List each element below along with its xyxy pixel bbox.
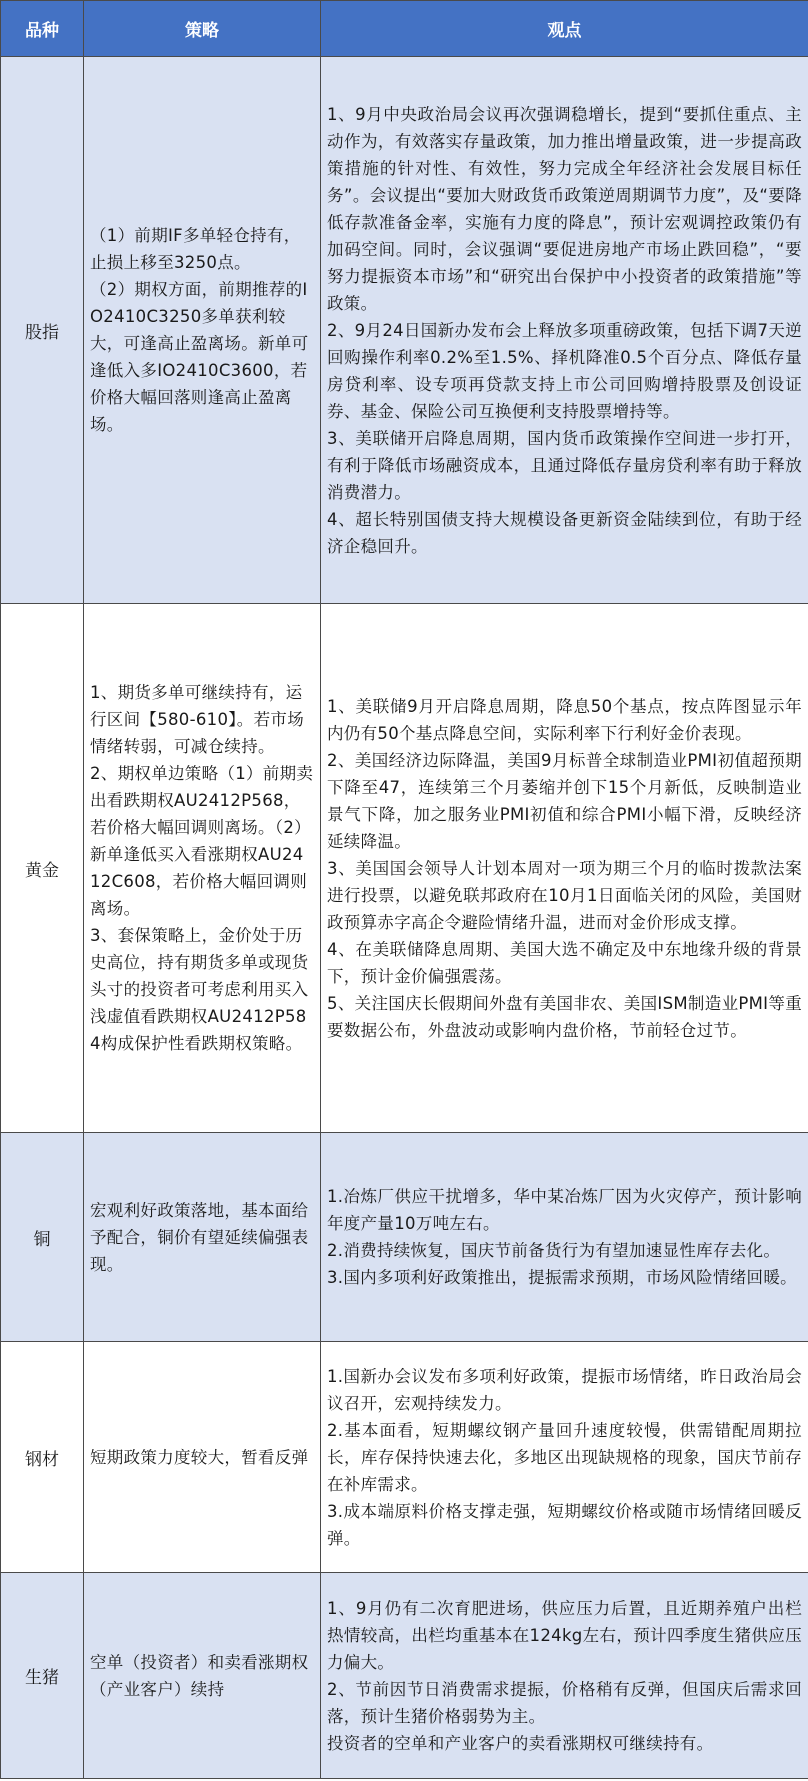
row-stock-index	[1, 57, 808, 604]
category-cell: 生猪	[1, 1573, 84, 1779]
view-line: 1、9月仍有二次育肥进场，供应压力后置，且近期养殖户出栏热情较高，出栏均重基本在124kg左右，预计四季度生猪供应压力偏大。	[327, 1598, 802, 1672]
strategy-line: 短期政策力度较大，暂看反弹	[90, 1447, 309, 1467]
strategy-cell	[84, 1342, 321, 1573]
row-copper	[1, 1133, 808, 1342]
view-line: 3.成本端原料价格支撑走强，短期螺纹价格或随市场情绪回暖反弹。	[327, 1501, 802, 1548]
row-steel	[1, 1342, 808, 1573]
strategy-line: 空单（投资者）和卖看涨期权（产业客户）续持	[90, 1652, 309, 1699]
view-cell	[321, 604, 808, 1133]
strategy-line: 宏观利好政策落地，基本面给予配合，铜价有望延续偏强表现。	[90, 1200, 309, 1274]
strategy-line: （1）前期IF多单轻仓持有，止损上移至3250点。	[90, 226, 301, 272]
strategy-line: 2、期权单边策略（1）前期卖出看跌期权AU2412P568，若价格大幅回调则离场。（2）新单逢低买入看涨期权AU2412C608，若价格大幅回调则离场。	[90, 764, 314, 918]
strategy-line: 3、套保策略上，金价处于历史高位，持有期货多单或现货头寸的投资者可考虑利用买入浅虚值看跌期权AU2412P584构成保护性看跌期权策略。	[90, 926, 309, 1053]
row-hog	[1, 1573, 808, 1779]
view-line: 投资者的空单和产业客户的卖看涨期权可继续持有。	[327, 1733, 714, 1753]
row-gold	[1, 604, 808, 1133]
category-cell: 黄金	[1, 604, 84, 1133]
view-line: 3、美国国会领导人计划本周对一项为期三个月的临时拨款法案进行投票，以避免联邦政府在10月1日面临关闭的风险，美国财政预算赤字高企令避险情绪升温，进而对金价形成支撑。	[327, 858, 802, 932]
category-cell: 铜	[1, 1133, 84, 1342]
view-line: 1、美联储9月开启降息周期，降息50个基点，按点阵图显示年内仍有50个基点降息空间，实际利率下行利好金价表现。	[327, 696, 802, 743]
view-line: 4、超长特别国债支持大规模设备更新资金陆续到位，有助于经济企稳回升。	[327, 509, 802, 556]
header-row	[1, 1, 808, 57]
strategy-cell	[84, 604, 321, 1133]
header-view: 观点	[321, 1, 808, 57]
strategy-cell	[84, 1573, 321, 1779]
strategy-line: 1、期货多单可继续持有，运行区间【580-610】。若市场情绪转弱，可减仓续持。	[90, 683, 304, 756]
header-strategy: 策略	[84, 1, 321, 57]
strategy-cell	[84, 1133, 321, 1342]
view-line: 2、节前因节日消费需求提振，价格稍有反弹，但国庆后需求回落，预计生猪价格弱势为主。	[327, 1679, 802, 1726]
view-line: 1.冶炼厂供应干扰增多，华中某冶炼厂因为火灾停产，预计影响年度产量10万吨左右。	[327, 1187, 802, 1233]
view-line: 2.基本面看，短期螺纹钢产量回升速度较慢，供需错配周期拉长，库存保持快速去化，多地区出现缺规格的现象，国庆节前存在补库需求。	[327, 1420, 802, 1494]
view-line: 3、美联储开启降息周期，国内货币政策操作空间进一步打开，有利于降低市场融资成本，且通过降低存量房贷利率有助于释放消费潜力。	[327, 428, 802, 502]
header-category: 品种	[1, 1, 84, 57]
category-cell: 钢材	[1, 1342, 84, 1573]
view-cell	[321, 1342, 808, 1573]
strategy-line: （2）期权方面，前期推荐的IO2410C3250多单获利较大，可逢高止盈离场。新单可逢低入多IO2410C3600，若价格大幅回落则逢高止盈离场。	[90, 280, 309, 434]
view-line: 2、美国经济边际降温，美国9月标普全球制造业PMI初值超预期下降至47，连续第三个月萎缩并创下15个月新低，反映制造业景气下降，加之服务业PMI初值和综合PMI小幅下滑，反映经济延续降温。	[327, 750, 802, 851]
view-line: 2、9月24日国新办发布会上释放多项重磅政策，包括下调7天逆回购操作利率0.2%至1.5%、择机降准0.5个百分点、降低存量房贷利率、设专项再贷款支持上市公司回购增持股票及创设证券、基金、保险公司互换便利支持股票增持等。	[327, 320, 802, 421]
view-line: 4、在美联储降息周期、美国大选不确定及中东地缘升级的背景下，预计金价偏强震荡。	[327, 939, 802, 986]
view-line: 1、9月中央政治局会议再次强调稳增长，提到“要抓住重点、主动作为，有效落实存量政策，加力推出增量政策，进一步提高政策措施的针对性、有效性，努力完成全年经济社会发展目标任务”。会议提出“要加大财政货币政策逆周期调节力度”，及“要降低存款准备金率，实施有力度的降息”，预计宏观调控政策仍有加码空间。同时，会议强调“要促进房地产市场止跌回稳”，“要努力提振资本市场”和“研究出台保护中小投资者的政策措施”等政策。	[327, 104, 802, 313]
view-line: 1.国新办会议发布多项利好政策，提振市场情绪，昨日政治局会议召开，宏观持续发力。	[327, 1366, 802, 1413]
strategy-cell	[84, 57, 321, 604]
view-cell	[321, 1573, 808, 1779]
view-cell	[321, 1133, 808, 1342]
view-line: 5、关注国庆长假期间外盘有美国非农、美国ISM制造业PMI等重要数据公布，外盘波动或影响内盘价格，节前轻仓过节。	[327, 993, 802, 1040]
category-cell: 股指	[1, 57, 84, 604]
view-cell	[321, 57, 808, 604]
view-line: 3.国内多项利好政策推出，提振需求预期，市场风险情绪回暖。	[327, 1268, 797, 1287]
view-line: 2.消费持续恢复，国庆节前备货行为有望加速显性库存去化。	[327, 1241, 781, 1260]
